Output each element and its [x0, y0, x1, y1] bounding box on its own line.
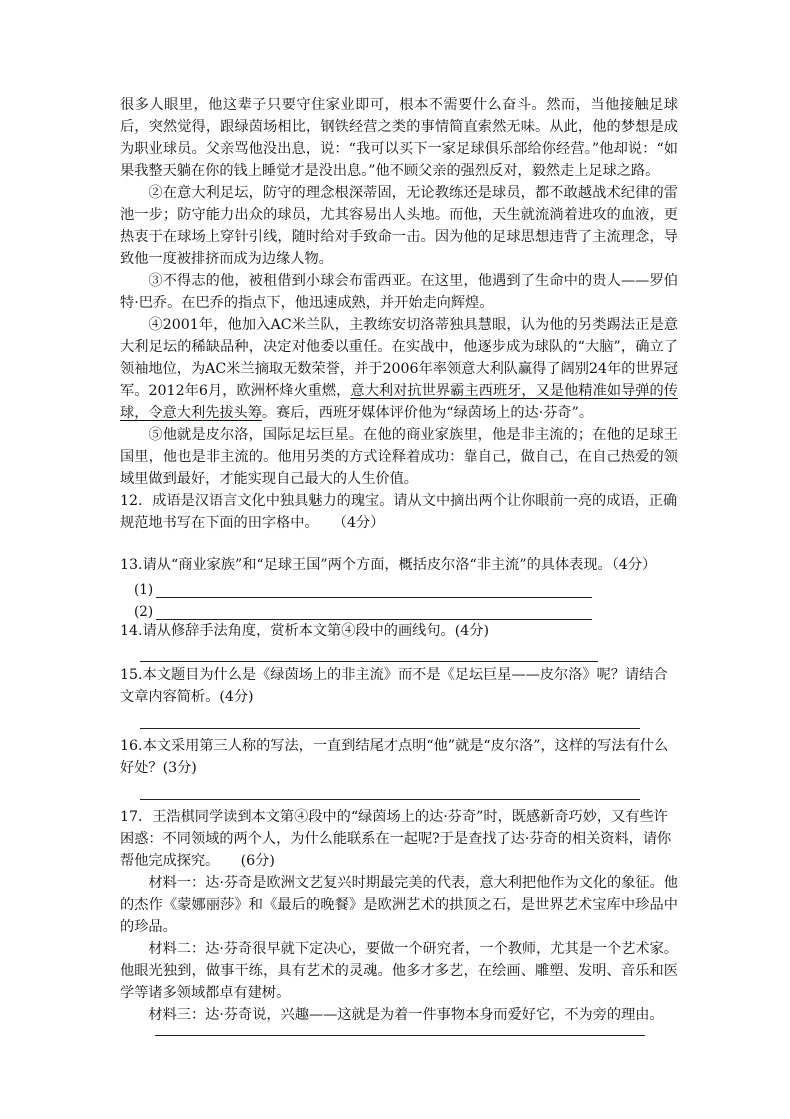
question-15: 15.本文题目为什么是《绿茵场上的非主流》而不是《足坛巨星——皮尔洛》呢？请结合文章内容简析。(4分): [120, 667, 668, 705]
answer-space-12[interactable]: [120, 534, 678, 554]
material-1: 材料一：达·芬奇是欧洲文艺复兴时期最完美的代表，意大利把他作为文化的象征。他的杰作《蒙娜丽莎》和《最后的晚餐》是欧洲艺术的拱顶之石，是世界艺术宝库中珍品中的珍品。: [120, 875, 678, 935]
passage-paragraph-5: ⑤他就是皮尔洛，国际足坛巨星。在他的商业家族里，他是非主流的；在他的足球王国里，他也是非主流的。他用另类的方式诠释着成功：靠自己，做自己，在自己热爱的领域里做到最好，才能实现自己最大的人生价值。: [120, 427, 678, 487]
material-2: 材料二：达·芬奇很早就下定决心，要做一个研究者，一个教师，尤其是一个艺术家。他眼光独到，做事干练，具有艺术的灵魂。他多才多艺，在绘画、雕塑、发明、音乐和医学等诸多领域都卓有建树。: [120, 941, 678, 1001]
answer-line-15[interactable]: [140, 727, 640, 729]
passage-paragraph-2: ②在意大利足坛，防守的理念根深蒂固，无论教练还是球员，都不敢越战术纪律的雷池一步；防守能力出众的球员，尤其容易出人头地。而他，天生就流淌着进攻的血液，更热衷于在球场上穿针引线，随时给对手致命一击。因为他的足球思想违背了主流理念，导致他一度被排挤而成为边缘人物。: [120, 185, 678, 267]
answer-line-16[interactable]: [140, 798, 640, 800]
passage-paragraph-3: ③不得志的他，被租借到小球会布雷西亚。在这里，他遇到了生命中的贵人——罗伯特·巴乔。在巴乔的指点下，他迅速成熟，并开始走向辉煌。: [120, 273, 678, 311]
paragraph-4-text-b: 。赛后，西班牙媒体评价他为“绿茵场上的达·芬奇”。: [261, 405, 594, 421]
answer-line-17[interactable]: [155, 1034, 645, 1036]
answer-line[interactable]: [156, 605, 592, 620]
passage-paragraph-4: [120, 314, 678, 424]
answer-row-13-1[interactable]: [134, 576, 678, 598]
answer-row-13-2[interactable]: [134, 598, 678, 620]
question-16: 16.本文采用第三人称的写法，一直到结尾才点明“他”就是“皮尔洛”，这样的写法有什么好处？(3分): [120, 738, 669, 776]
question-12: 12．成语是汉语言文化中独具魅力的瑰宝。请从文中摘出两个让你眼前一亮的成语，正确规范地书写在下面的田字格中。 （4分）: [120, 493, 678, 531]
answer-line[interactable]: [156, 583, 592, 598]
answer-label: (2): [134, 604, 154, 620]
passage-paragraph-continued: 很多人眼里，他这辈子只要守住家业即可，根本不需要什么奋斗。然而，当他接触足球后，突然觉得，跟绿茵场相比，钢铁经营之类的事情简直索然无味。从此，他的梦想是成为职业球员。父亲骂他没出息，说：“我可以买下一家足球俱乐部给你经营。”他却说：“如果我整天躺在你的钱上睡觉才是没出息。”他不顾父亲的强烈反对，毅然走上足球之路。: [120, 97, 678, 179]
question-17: 17．王浩棋同学读到本文第④段中的“绿茵场上的达·芬奇”时，既感新奇巧妙，又有些许困惑：不同领域的两个人，为什么能联系在一起呢?于是查找了达·芬奇的相关资料，请你帮他完成探究。 (6分): [120, 809, 672, 869]
answer-label: (1): [134, 582, 154, 598]
question-13: 13.请从“商业家族”和“足球王国”两个方面，概括皮尔洛“非主流”的具体表现。（4分）: [120, 557, 657, 573]
paragraph-4-text-a: ④2001年，他加入AC米兰队，主教练安切洛蒂独具慧眼，认为他的另类踢法正是意大利足坛的稀缺品种，决定对他委以重任。在实战中，他逐步成为球队的“大脑”，确立了领袖地位，为AC米兰摘取无数荣誉，并于2006年率领意大利队赢得了阔别24年的世界冠军。2012年6月，欧洲杯烽火重燃，: [120, 317, 678, 399]
underlined-sentence: 意大利对抗世界霸主西班牙，又是他精准如导弹的传球，令意大利先拔头筹: [120, 383, 678, 421]
question-14: 14.请从修辞手法角度，赏析本文第④段中的画线句。(4分): [120, 623, 489, 639]
answer-line-14[interactable]: [140, 660, 598, 662]
exam-page: [120, 94, 678, 1036]
material-3: 材料三：达·芬奇说，兴趣——这就是为着一件事物本身而爱好它，不为旁的理由。: [148, 1007, 664, 1023]
